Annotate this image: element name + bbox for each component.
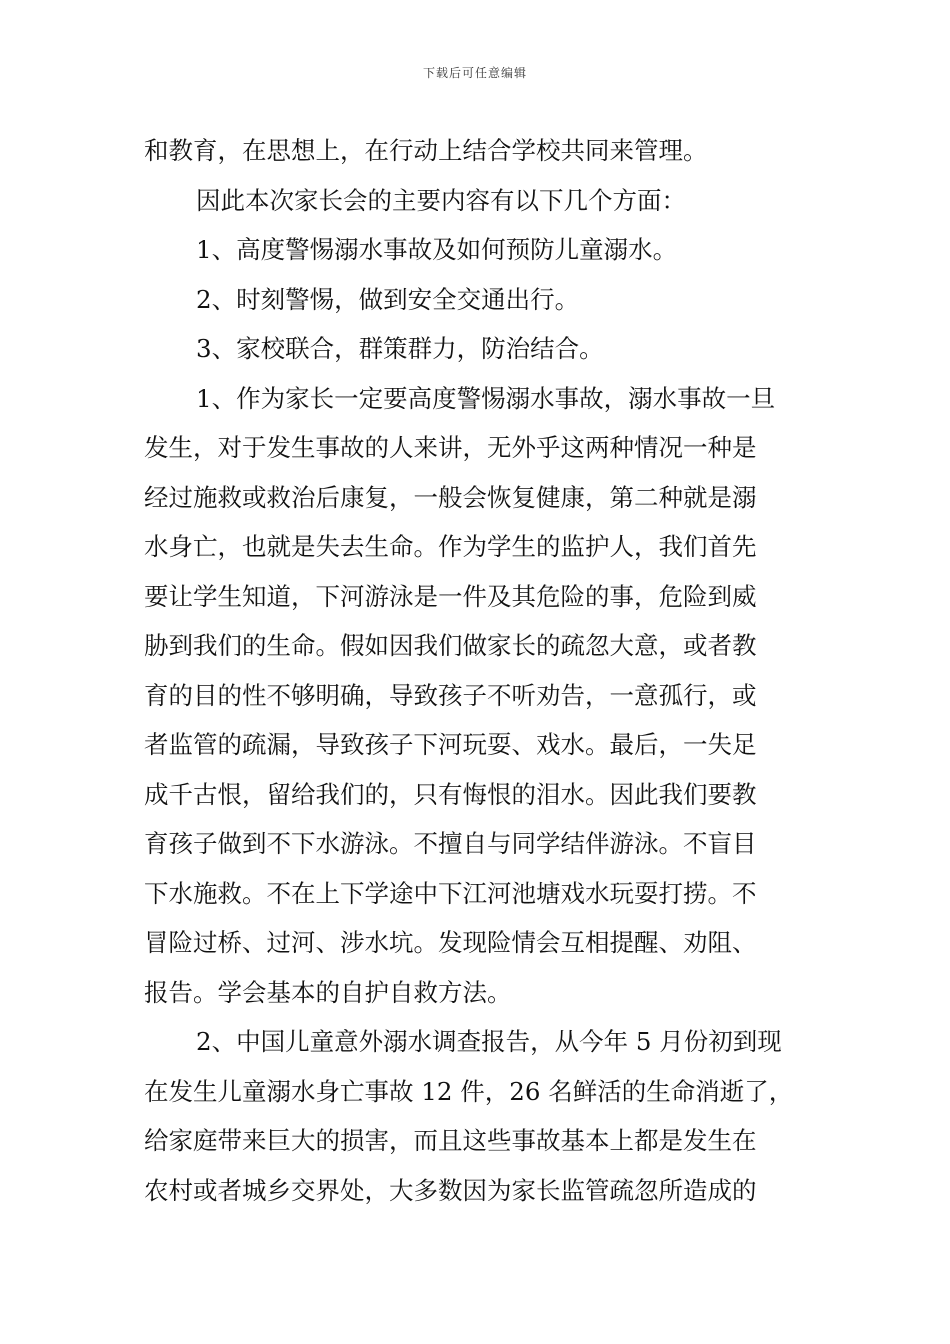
text-line: 者监管的疏漏，导致孩子下河玩耍、戏水。最后，一失足 — [144, 730, 757, 759]
document-body — [144, 126, 814, 1215]
text-line: 要让学生知道，下河游泳是一件及其危险的事，危险到威 — [144, 581, 757, 611]
text-line: 冒险过桥、过河、涉水坑。发现险情会互相提醒、劝阻、 — [144, 928, 757, 957]
text-line: 发生，对于发生事故的人来讲，无外乎这两种情况一种是 — [144, 433, 757, 462]
text-line: 1、高度警惕溺水事故及如何预防儿童溺水。 — [196, 235, 678, 264]
text-line: 报告。学会基本的自护自救方法。 — [144, 977, 512, 1007]
text-line: 下水施救。不在上下学途中下江河池塘戏水玩耍打捞。不 — [144, 878, 757, 908]
text-line: 胁到我们的生命。假如因我们做家长的疏忽大意，或者教 — [144, 631, 757, 660]
text-line: 水身亡，也就是失去生命。作为学生的监护人，我们首先 — [144, 532, 757, 561]
text-line: 2、中国儿童意外溺水调查报告，从今年 5 月份初到现 — [196, 1027, 782, 1056]
text-line: 和教育，在思想上，在行动上结合学校共同来管理。 — [144, 136, 708, 165]
text-line: 2、时刻警惕，做到安全交通出行。 — [196, 284, 580, 314]
page-header: 下载后可任意编辑 — [422, 66, 527, 80]
text-line: 育的目的性不够明确，导致孩子不听劝告，一意孤行，或 — [144, 680, 757, 710]
text-line: 经过施救或救治后康复，一般会恢复健康，第二种就是溺 — [144, 482, 757, 512]
text-line: 农村或者城乡交界处，大多数因为家长监管疏忽所造成的 — [144, 1175, 757, 1205]
text-line: 1、作为家长一定要高度警惕溺水事故，溺水事故一旦 — [196, 383, 776, 413]
text-line: 成千古恨，留给我们的，只有悔恨的泪水。因此我们要教 — [144, 779, 757, 809]
text-line: 给家庭带来巨大的损害，而且这些事故基本上都是发生在 — [144, 1126, 757, 1155]
text-line: 3、家校联合，群策群力，防治结合。 — [196, 334, 604, 363]
text-line: 在发生儿童溺水身亡事故 12 件，26 名鲜活的生命消逝了， — [144, 1076, 794, 1106]
text-line: 育孩子做到不下水游泳。不擅自与同学结伴游泳。不盲目 — [144, 829, 757, 858]
text-line: 因此本次家长会的主要内容有以下几个方面： — [196, 185, 686, 215]
